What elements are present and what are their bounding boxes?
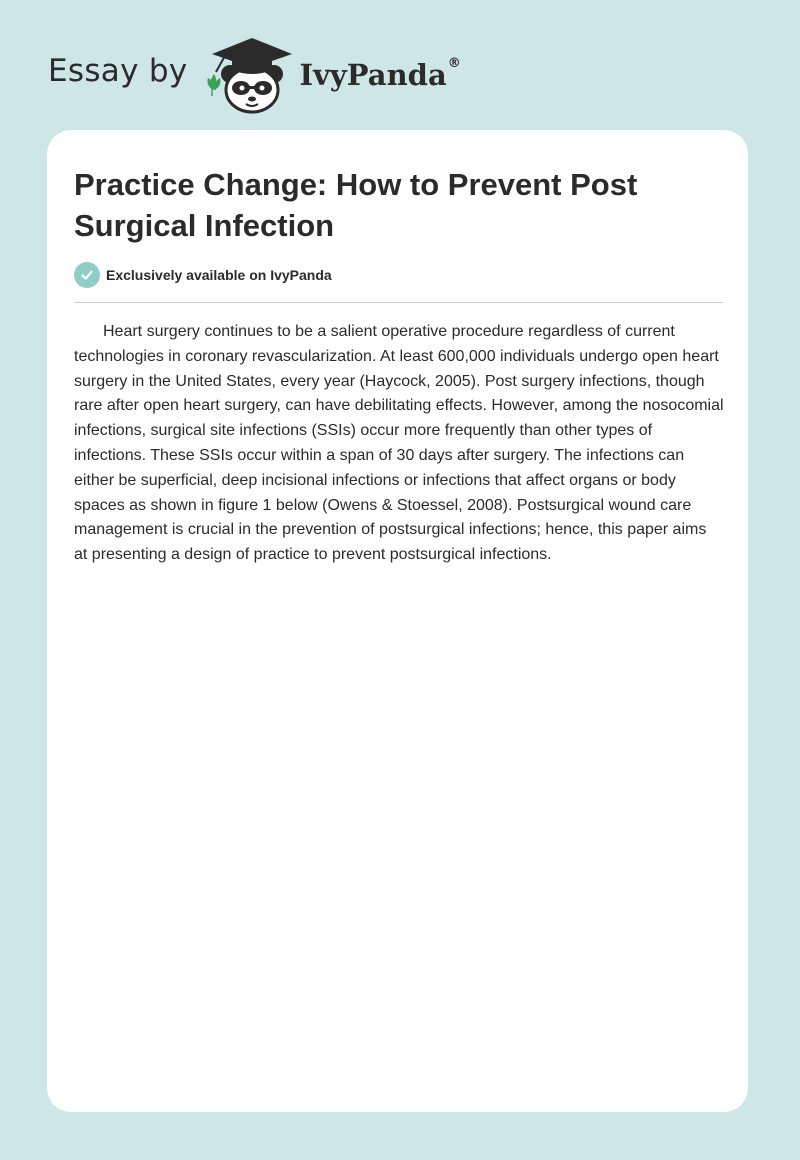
page-title: Practice Change: How to Prevent Post Surgical Infection [74, 167, 638, 243]
check-circle-icon [74, 262, 100, 288]
divider [74, 302, 723, 303]
brand-header [48, 34, 461, 114]
brand-name: IvyPanda® [299, 56, 461, 92]
exclusive-badge [74, 262, 332, 288]
registered-mark: ® [447, 56, 461, 71]
essay-card [47, 130, 748, 1112]
brand-prefix: Essay by [48, 53, 188, 89]
exclusive-badge-label: Exclusively available on IvyPanda [106, 267, 332, 283]
panda-graduation-cap-logo-icon [204, 34, 296, 114]
essay-paragraph: Heart surgery continues to be a salient operative procedure regardless of current technologies in coronary revascularization. At least 600,000 individuals undergo open heart surgery in the United States, every year (Haycock, 2005). Post surgery infections, though rare after open heart surgery, can have debilitating effects. However, among the nosocomial infections, surgical site infections (SSIs) occur more frequently than other types of infections. These SSIs occur within a span of 30 days after surgery. The infections can either be superficial, deep incisional infections or infections that affect organs or body spaces as shown in figure 1 below (Owens & Stoessel, 2008). Postsurgical wound care management is crucial in the prevention of postsurgical infections; hence, this paper aims at presenting a design of practice to prevent postsurgical infections. [74, 323, 724, 564]
